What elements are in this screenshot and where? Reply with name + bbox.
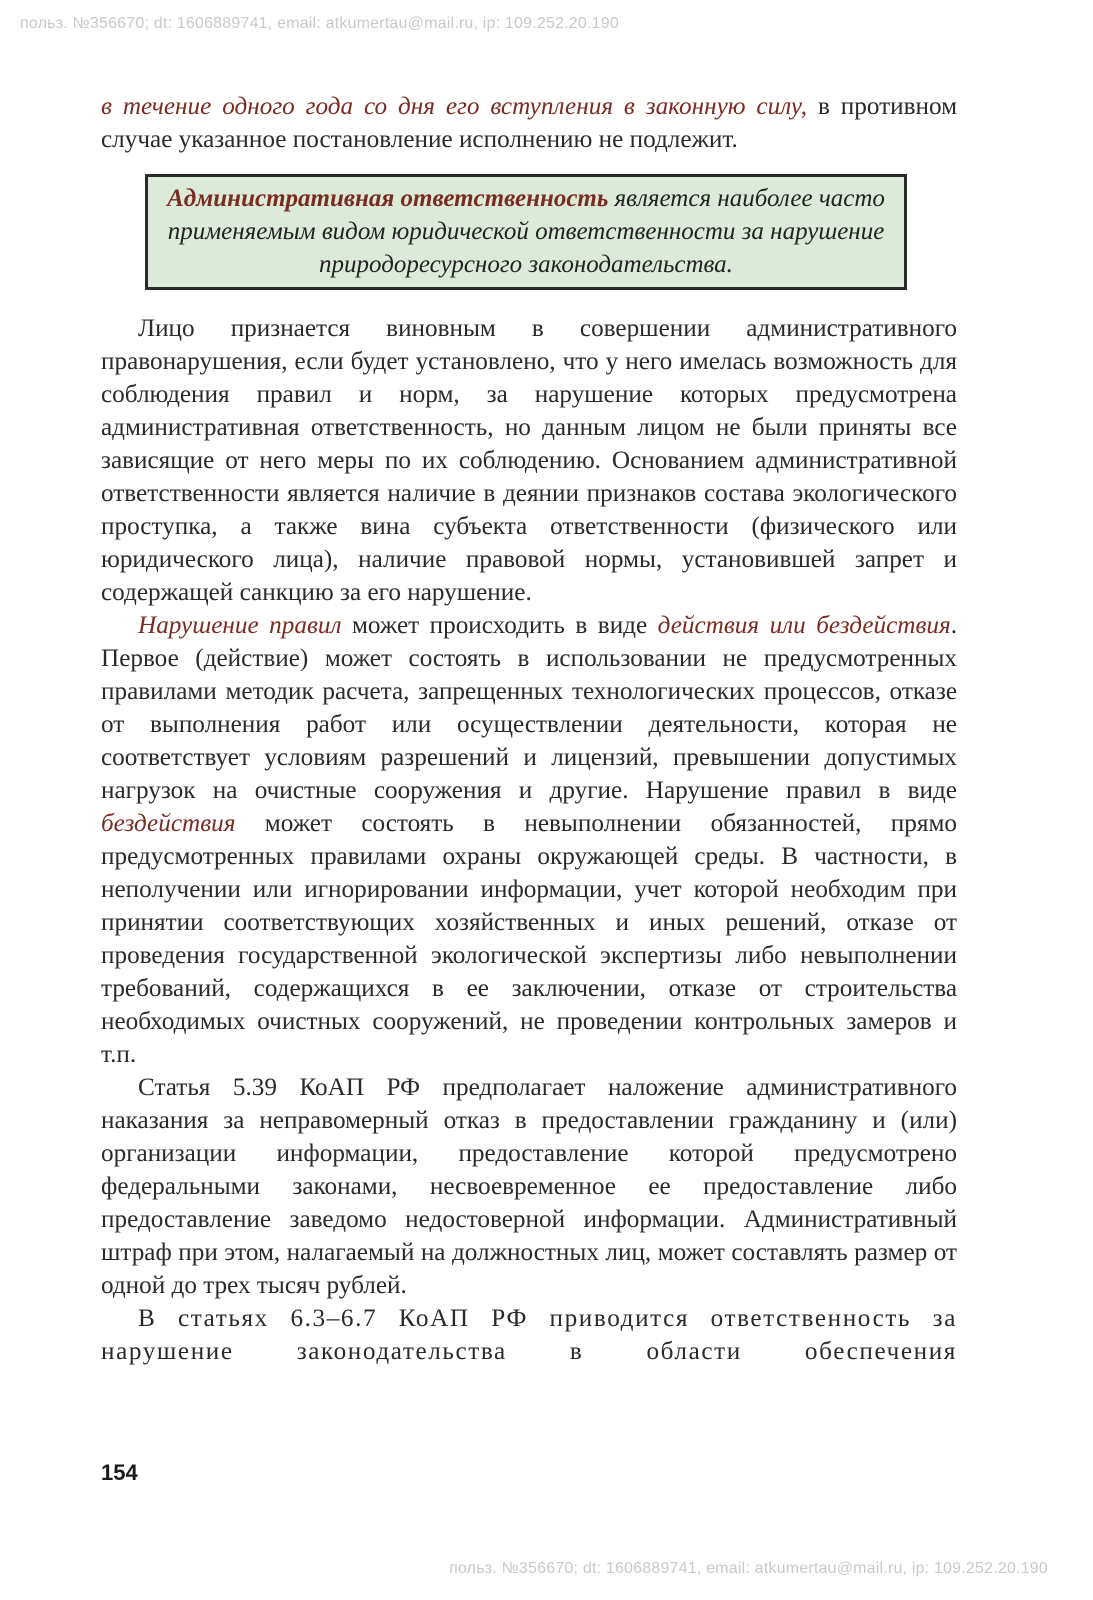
body-paragraph-3: Статья 5.39 КоАП РФ предполагает наложение административного наказания за неправомерный отказ в предоставлении гражданину и (или) организации информации, предоставление которой предусмотрено федеральными законами, несвоевременное ее предоставление либо предоставление заведомо недостоверной информации. Административный штраф при этом, налагаемый на должностных лиц, может составлять размер от одной до трех тысяч рублей. bbox=[101, 1074, 957, 1299]
intro-text: в противном случае указанное постановление исполнению не подлежит. bbox=[101, 93, 958, 153]
page-number: 154 bbox=[101, 1460, 138, 1485]
callout-text: является наиболее часто применяемым видом юридической ответственности за нарушение природоресурсного законодательства. bbox=[167, 185, 885, 278]
term-action-or-inaction: действия или бездействия bbox=[657, 612, 951, 639]
body-paragraph-1: Лицо признается виновным в совершении административного правонарушения, если будет установлено, что у него имелась возможность для соблюдения правил и норм, за нарушение которых предусмотрена административная ответственность, но данным лицом не были приняты все зависящие от него меры по их соблюдению. Основанием административной ответственности является наличие в деянии признаков состава экологического проступка, а также вина субъекта ответственности (физического или юридического лица), наличие правовой нормы, установившей запрет и содержащей санкцию за его нарушение. bbox=[101, 315, 957, 606]
paragraph2-text-1: может происходить в виде bbox=[341, 612, 658, 639]
watermark-bottom: польз. №356670; dt: 1606889741, email: atkumertau@mail.ru, ip: 109.252.20.190 bbox=[449, 1560, 1048, 1577]
term-inaction: бездействия bbox=[101, 810, 236, 837]
intro-emphasis: в течение одного года со дня его вступления в законную силу, bbox=[101, 93, 808, 120]
paragraph2-text-2: . Первое (действие) может состоять в использовании не предусмотренных правилами методик расчета, запрещенных технологических процессов, отказе от выполнения работ или осуществлении деятельности, которая не соответствует условиям разрешений и лицензий, превышении допустимых нагрузок на очистные сооружения и другие. Нарушение правил в виде bbox=[101, 612, 957, 804]
paragraph2-text-3: может состоять в невыполнении обязанностей, прямо предусмотренных правилами охраны окружающей среды. В частности, в неполучении или игнорировании информации, учет которой необходим при принятии соответствующих хозяйственных и иных решений, отказе от проведения государственной экологической экспертизы либо невыполнении требований, содержащихся в ее заключении, отказе от строительства необходимых очистных сооружений, не проведении контрольных замеров и т.п. bbox=[101, 810, 957, 1068]
body-paragraph-2 bbox=[101, 609, 957, 1071]
definition-callout bbox=[145, 174, 907, 290]
intro-paragraph bbox=[101, 90, 957, 156]
term-violation-of-rules: Нарушение правил bbox=[138, 612, 342, 639]
body-paragraph-4: В статьях 6.3–6.7 КоАП РФ приводится ответственность за нарушение законодательства в области обеспечения bbox=[101, 1305, 957, 1365]
page-content bbox=[101, 90, 957, 1368]
watermark-top: польз. №356670; dt: 1606889741, email: atkumertau@mail.ru, ip: 109.252.20.190 bbox=[20, 15, 619, 32]
callout-term: Административная ответственность bbox=[167, 185, 609, 212]
